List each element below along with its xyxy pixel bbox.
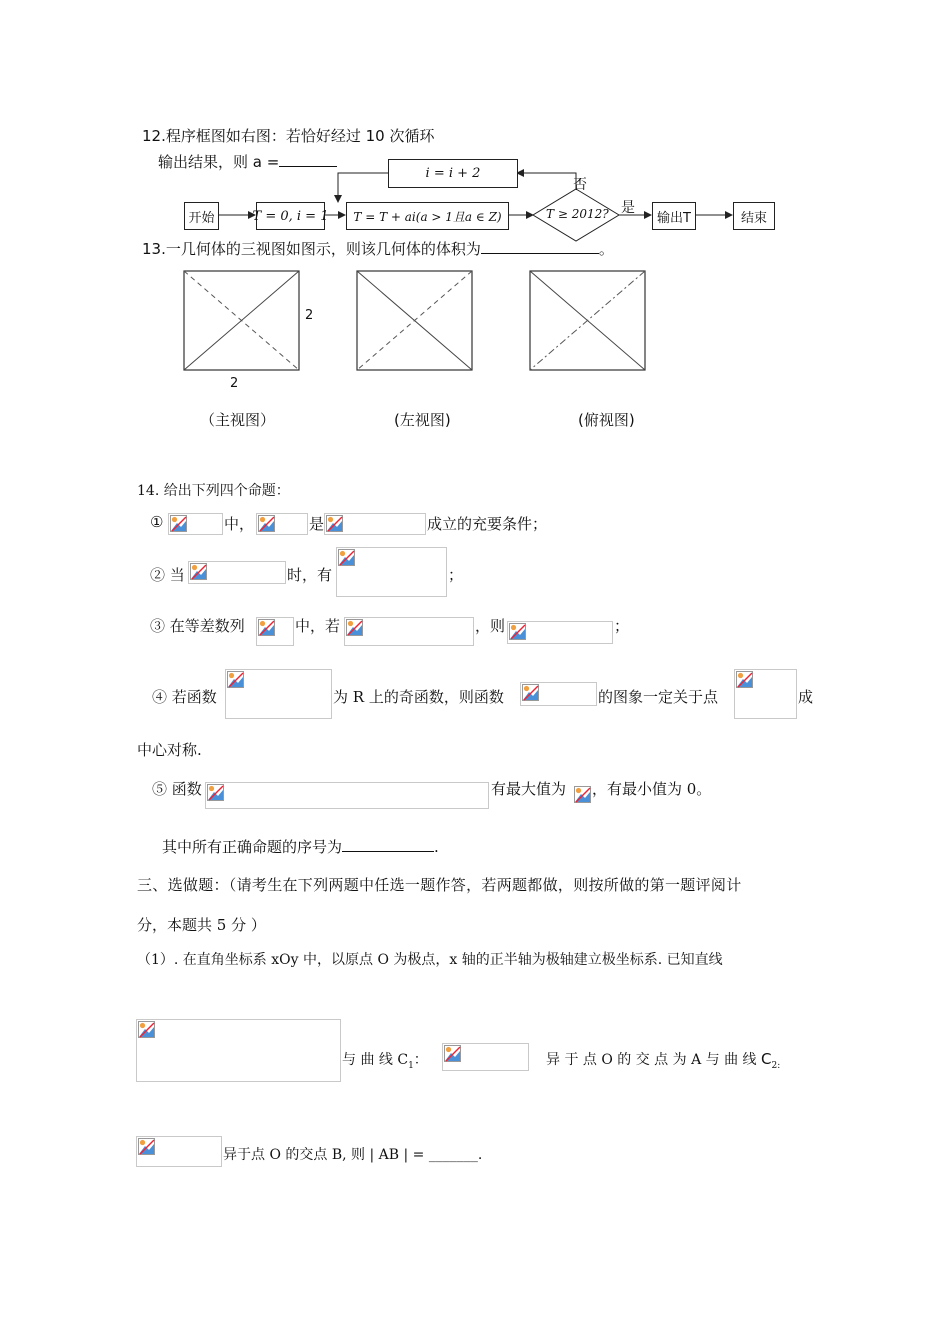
p1-text-3: 成立的充要条件； (427, 515, 548, 533)
broken-image-icon (227, 671, 244, 688)
broken-image-icon (170, 515, 187, 532)
top-view-figure (529, 270, 647, 372)
broken-image-icon (207, 784, 224, 801)
broken-image-icon (736, 671, 753, 688)
curve-c2-subscript: 2: (771, 1060, 781, 1071)
left-view-caption: (左视图) (394, 411, 451, 429)
p3-text-2: ，则 (475, 617, 506, 635)
curve-c1-subscript: 1 (408, 1060, 414, 1071)
flow-init-box: T = 0, i = 1 (256, 202, 325, 230)
p3-formula-image-3 (507, 621, 613, 644)
curve-c2-label: C (761, 1050, 772, 1068)
flow-condition-text: T ≥ 2012? (546, 207, 609, 221)
p5-text-1: 有最大值为 (491, 780, 567, 798)
intersection-text: 异 于 点 O 的 交 点 为 A 与 曲 线 (546, 1052, 757, 1068)
p4-text-1: 为 R 上的奇函数，则函数 (333, 688, 504, 706)
flow-yes-label: 是 (621, 200, 635, 216)
front-view-height-label: 2 (305, 308, 314, 323)
loop-back-right (517, 173, 576, 189)
q14-answer-line (162, 836, 439, 857)
sec3-curve-c1-image (442, 1043, 529, 1071)
p1-formula-image-2 (256, 513, 308, 535)
p4-continuation: 中心对称. (137, 741, 202, 759)
broken-image-icon (190, 563, 207, 580)
broken-image-icon (338, 549, 355, 566)
sec3-q1-last: 异于点 O 的交点 B, 则 | AB | = _______. (223, 1147, 483, 1163)
p3-text-1: 中，若 (295, 617, 341, 635)
p4-text-2: 的图象一定关于点 (598, 688, 719, 706)
sec3-q1-line1: （1）. 在直角坐标系 xOy 中，以原点 O 为极点，x 轴的正半轴为极轴建立极坐标系. 已知直线 (137, 952, 723, 968)
broken-image-icon (326, 515, 343, 532)
p5-formula-image-2 (574, 786, 591, 805)
left-view-figure (356, 270, 474, 372)
p4-formula-image-1 (225, 669, 332, 719)
q13-end-mark: 。 (598, 240, 614, 258)
top-view-caption: (俯视图) (578, 411, 635, 429)
q12-line1: 12.程序框图如右图：若恰好经过 10 次循环 (142, 127, 435, 145)
section3-title: 三、选做题：（请考生在下列两题中任选一题作答，若两题都做，则按所做的第一题评阅计 (137, 876, 742, 894)
loop-back-left (338, 173, 388, 202)
p1-num: ① (150, 513, 164, 531)
curve-c1-colon: ： (413, 1052, 428, 1068)
sec3-q1-mid-text-1 (342, 1049, 428, 1071)
p4-formula-image-2 (520, 682, 597, 706)
broken-image-icon (138, 1138, 155, 1155)
broken-image-icon (522, 684, 539, 701)
p3-formula-image-1 (256, 617, 294, 646)
sec3-curve-c2-image (136, 1136, 222, 1167)
q13-text (142, 238, 614, 259)
p2-text-2: ； (448, 566, 464, 584)
p5-text-2: ，有最小值为 0。 (592, 780, 712, 798)
q14-answer-suffix: . (434, 838, 439, 856)
broken-image-icon (138, 1021, 155, 1038)
p4-num: ④ 若函数 (152, 688, 217, 706)
q13-question: 13.一几何体的三视图如图示，则该几何体的体积为 (142, 240, 481, 258)
front-view-caption: （主视图） (200, 411, 276, 429)
p2-num: ② 当 (150, 566, 185, 584)
flow-start-box: 开始 (184, 202, 219, 230)
front-view-figure (183, 270, 301, 372)
p5-num: ⑤ 函数 (152, 780, 202, 798)
p3-text-3: ； (614, 617, 630, 635)
q14-answer-prefix: 其中所有正确命题的序号为 (162, 838, 343, 856)
p1-formula-image-1 (168, 513, 223, 535)
p1-text-1: 中， (224, 515, 255, 533)
p1-formula-image-3 (324, 513, 426, 535)
p2-text-1: 时，有 (287, 566, 333, 584)
q13-answer-blank (481, 253, 599, 254)
broken-image-icon (574, 786, 591, 803)
flow-loop-box: i = i + 2 (388, 159, 518, 188)
q12-line2-prefix: 输出结果，则 a = (158, 153, 280, 171)
p4-formula-image-3 (734, 669, 797, 719)
flow-update-box: T = T + ai(a > 1且a ∈ Z) (346, 202, 509, 230)
q14-answer-blank (342, 851, 434, 852)
p3-formula-image-2 (344, 617, 474, 646)
broken-image-icon (258, 515, 275, 532)
broken-image-icon (346, 619, 363, 636)
p2-formula-image-2 (336, 547, 447, 597)
broken-image-icon (509, 623, 526, 640)
flow-output-box: 输出T (652, 202, 696, 230)
flow-end-box: 结束 (733, 202, 775, 230)
p2-formula-image-1 (188, 561, 286, 584)
broken-image-icon (444, 1045, 461, 1062)
sec3-q1-mid-text-2 (546, 1049, 780, 1071)
p3-num: ③ 在等差数列 (150, 617, 245, 635)
front-view-width-label: 2 (230, 376, 239, 391)
p5-formula-image-1 (205, 782, 489, 809)
p4-text-3: 成 (798, 688, 814, 706)
curve-c1-label: 与 曲 线 C (342, 1052, 409, 1068)
broken-image-icon (258, 619, 275, 636)
section3-title-cont: 分，本题共 5 分 ） (137, 916, 266, 934)
q14-title: 14. 给出下列四个命题： (137, 483, 290, 499)
flow-no-label: 否 (573, 177, 587, 193)
p1-text-2: 是 (309, 515, 325, 533)
sec3-line-equation-image (136, 1019, 341, 1082)
